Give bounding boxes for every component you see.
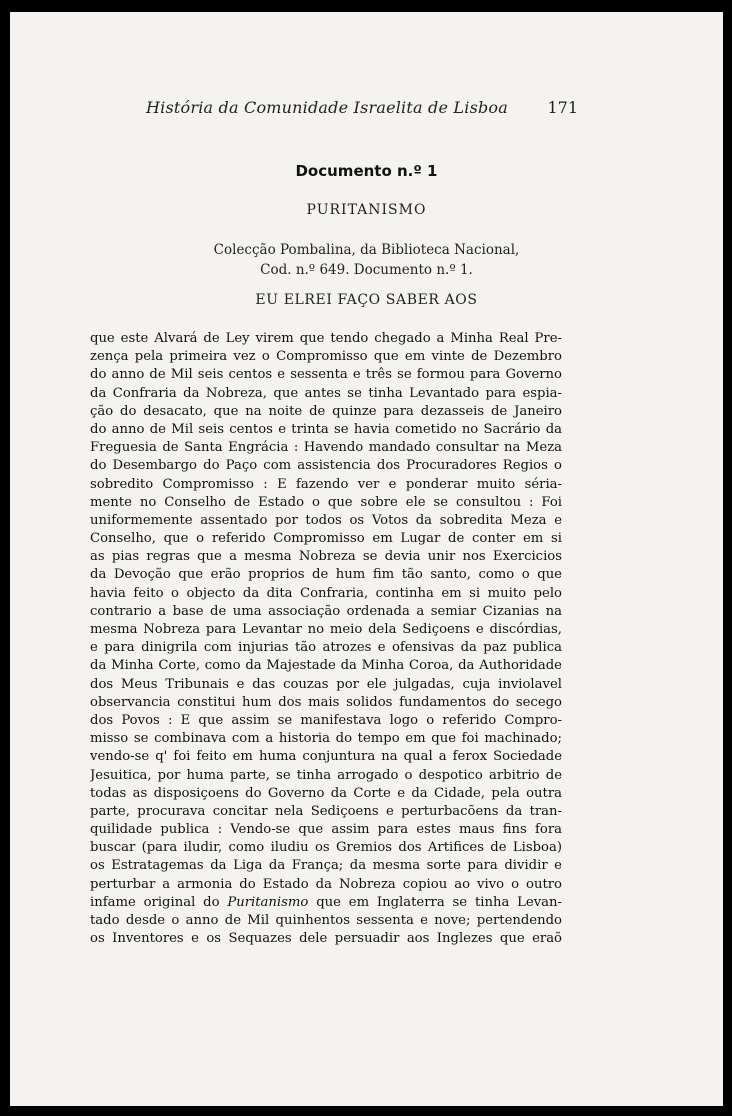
text-line: do anno de Mil seis centos e sessenta e três se formou para Governo	[90, 367, 562, 383]
text-line: e para dinigrila com injurias tão atrozes e ofensivas da paz publica	[90, 640, 562, 656]
text-line: contrario a base de uma associação ordenada a semiar Cizanias na	[90, 603, 562, 619]
text-line: da Devoção que erão proprios de hum fim tão santo, como o que	[90, 567, 562, 583]
text-line: todas as disposiçoens do Governo da Corte e da Cidade, pela outra	[90, 785, 562, 801]
page-header	[146, 98, 578, 120]
text-line: os Estratagemas da Liga da França; da mesma sorte para dividir e	[90, 858, 562, 874]
text-line: quilidade publica : Vendo-se que assim para estes maus fins fora	[90, 822, 562, 838]
text-line: Freguesia de Santa Engrácia : Havendo mandado consultar na Meza	[90, 440, 562, 456]
page-number: 171	[547, 98, 578, 117]
source-line: Colecção Pombalina, da Biblioteca Nacional,	[213, 242, 520, 258]
text-fragment: infame original do	[90, 894, 220, 910]
text-line: havia feito o objecto da dita Confraria, continha em si muito pelo	[90, 585, 562, 601]
text-line: Jesuitica, por huma parte, se tinha arrogado o despotico arbitrio de	[90, 767, 562, 783]
body-text	[90, 330, 562, 948]
text-line: que este Alvará de Ley virem que tendo chegado a Minha Real Pre-	[90, 331, 562, 346]
text-line: ção do desacato, que na noite de quinze para dezasseis de Janeiro	[90, 403, 562, 419]
document-title: Documento n.º 1	[295, 162, 438, 180]
source-line: Cod. n.º 649. Documento n.º 1.	[260, 262, 473, 278]
text-line: tado desde o anno de Mil quinhentos sessenta e nove; pertendendo	[90, 913, 562, 928]
text-line: os Inventores e os Sequazes dele persuadir aos Inglezes que eraõ	[90, 931, 562, 947]
text-line: uniformemente assentado por todos os Votos da sobredita Meza e	[90, 512, 562, 528]
text-line: buscar (para iludir, como iludiu os Gremios dos Artifices de Lisboa)	[90, 840, 562, 856]
text-line: da Minha Corte, como da Majestade da Minha Coroa, da Authoridade	[90, 658, 562, 674]
running-title: História da Comunidade Israelita de Lisboa	[146, 98, 508, 117]
document-subtitle: PURITANISMO	[306, 202, 427, 218]
text-line: dos Povos : E que assim se manifestava logo o referido Compro-	[90, 712, 562, 728]
source-citation	[10, 240, 723, 280]
text-fragment: que em Inglaterra se tinha Levan-	[316, 894, 562, 910]
text-line: perturbar a armonia do Estado da Nobreza copiou ao vivo o outro	[90, 876, 562, 892]
text-line: zença pela primeira vez o Compromisso que em vinte de Dezembro	[90, 349, 562, 365]
text-line: do anno de Mil seis centos e trinta se havia cometido no Sacrário da	[90, 421, 562, 437]
document-page	[10, 12, 723, 1106]
opening-formula: EU ELREI FAÇO SABER AOS	[255, 292, 478, 308]
text-line: as pias regras que a mesma Nobreza se devia unir nos Exercicios	[90, 549, 562, 565]
text-line: do Desembargo do Paço com assistencia dos Procuradores Regios o	[90, 458, 562, 474]
text-line: mente no Conselho de Estado o que sobre ele se consultou : Foi	[90, 494, 562, 510]
italic-term: Puritanismo	[227, 894, 309, 910]
text-line: observancia constitui hum dos mais solidos fundamentos do secego	[90, 694, 562, 710]
text-line: da Confraria da Nobreza, que antes se tinha Levantado para espia-	[90, 385, 562, 401]
text-line: misso se combinava com a historia do tempo em que foi machinado;	[90, 731, 562, 747]
text-line: parte, procurava concitar nela Sediçoens e perturbacõens da tran-	[90, 803, 562, 819]
text-line-with-italic	[90, 894, 562, 912]
text-line: mesma Nobreza para Levantar no meio dela Sediçoens e discórdias,	[90, 622, 562, 637]
text-line: dos Meus Tribunais e das couzas por ele julgadas, cuja inviolavel	[90, 676, 562, 692]
text-line: Conselho, que o referido Compromisso em Lugar de conter em si	[90, 531, 562, 547]
text-line: sobredito Compromisso : E fazendo ver e ponderar muito séria-	[90, 476, 562, 492]
text-line: vendo-se q' foi feito em huma conjuntura na qual a ferox Sociedade	[90, 749, 562, 765]
